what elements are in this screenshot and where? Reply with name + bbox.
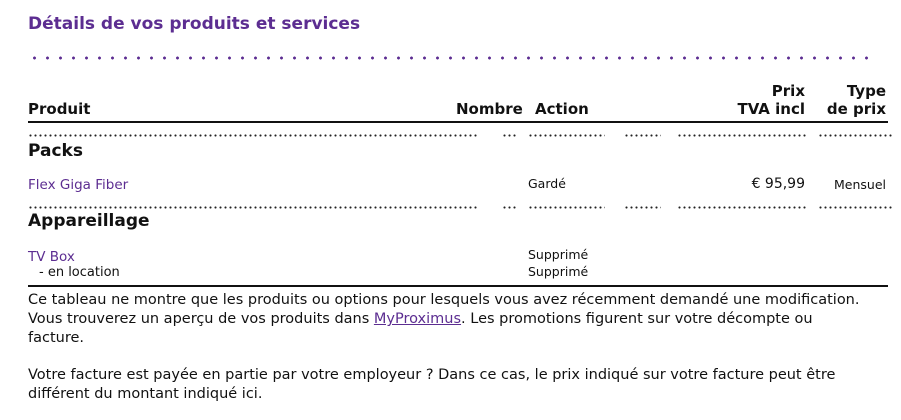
header-underline — [28, 121, 888, 123]
section-title-appareillage: Appareillage — [28, 211, 150, 231]
product-flex-giga-fiber: Flex Giga Fiber — [28, 177, 129, 193]
action-cell: Supprimé — [528, 264, 589, 279]
myproximus-link[interactable]: MyProximus — [373, 311, 462, 327]
header-type-line2: de prix — [826, 100, 886, 118]
price-type-cell: Mensuel — [834, 177, 886, 192]
action-cell: Gardé — [528, 176, 566, 191]
price-cell: € 95,99 — [751, 176, 805, 192]
header-product: Produit — [28, 100, 91, 118]
section-title-packs: Packs — [28, 141, 83, 161]
note-paragraph-1 — [28, 291, 868, 348]
table-bottom-rule — [28, 285, 888, 287]
page-title: Détails de vos produits et services — [28, 14, 361, 34]
product-sub-item: - en location — [39, 265, 120, 280]
note-text: Ce tableau ne montre que les produits ou options pour lesquels vous avez récemment demandé une modification. Vous trouverez un aperçu de vos produits dans — [28, 292, 860, 327]
note-paragraph-2: Votre facture est payée en partie par votre employeur ? Dans ce cas, le prix indiqué sur votre facture peut être différent du montant indiqué ici. — [28, 367, 836, 402]
header-price-line2: TVA incl — [737, 100, 805, 118]
header-price-line1: Prix — [771, 82, 805, 100]
header-type-line1: Type — [846, 82, 886, 100]
title-dotted-divider — [28, 56, 878, 60]
header-number: Nombre — [456, 100, 523, 118]
note-text: . Les promotions figurent sur votre décompte ou facture. — [28, 311, 813, 346]
action-cell: Supprimé — [528, 247, 589, 262]
header-action: Action — [535, 100, 589, 118]
product-tv-box: TV Box — [28, 249, 75, 265]
